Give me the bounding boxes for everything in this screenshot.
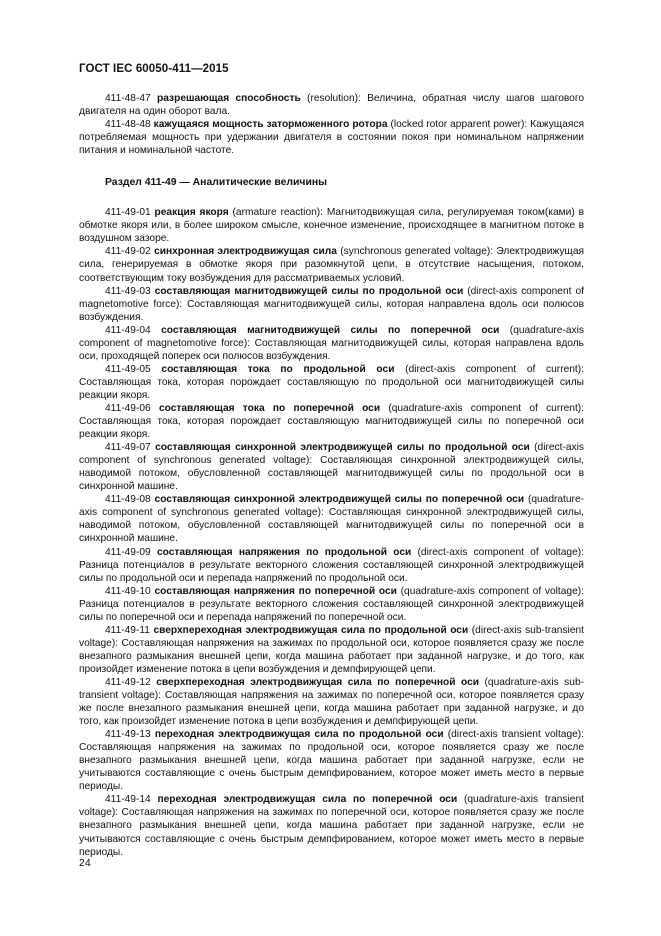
term-definition: (direct-axis component of current): Составляющая тока, которая порождает составляющую по продольной оси магнитодвижущей силы реакции якоря. xyxy=(79,363,584,401)
section-heading: Раздел 411-49 — Аналитические величины xyxy=(105,177,327,189)
term-entry xyxy=(79,493,584,545)
term-number: 411-49-09 xyxy=(105,546,151,558)
term-name: реакция якоря xyxy=(154,207,229,219)
term-number: 411-49-13 xyxy=(105,729,151,741)
term-number: 411-49-14 xyxy=(105,794,151,806)
term-entry xyxy=(79,728,584,793)
term-number: 411-49-08 xyxy=(105,494,151,506)
term-name: синхронная электродвижущая сила xyxy=(154,246,337,258)
term-definition: (armature reaction): Магнитодвижущая сила, регулируемая током(ками) в обмотке якоря или, в более широком смысле, конечное изменение, происходящее в магнитном потоке в воздушном зазоре. xyxy=(79,207,584,245)
term-definition: (direct-axis component of voltage): Разница потенциалов в результате векторного сложения составляющей синхронной электродвижущей силы по продольной оси и перепада напряжений по продольной оси. xyxy=(79,546,584,584)
term-number: 411-49-02 xyxy=(105,246,151,258)
term-entry xyxy=(79,363,584,402)
term-number: 411-48-47 xyxy=(105,93,151,104)
term-definition: (direct-axis component of magnetomotive force): Составляющая магнитодвижущей силы, которая направлена вдоль оси полюсов возбуждения. xyxy=(79,285,584,323)
term-number: 411-49-05 xyxy=(105,363,151,375)
term-definition: (direct-axis sub-transient voltage): Составляющая напряжения на зажимах по продольной оси, которое появляется сразу же после внезапного размыкания внешней цепи, когда машина работает при заданной нагрузке, и до того, как произойдет изменение потока в цепи возбуждения и демпфирующей цепи. xyxy=(79,624,584,675)
document-body xyxy=(79,92,584,859)
term-entry xyxy=(79,402,584,441)
term-definition: (direct-axis transient voltage): Составляющая напряжения на зажимах по продольной оси, которое появляется сразу же после внезапного размыкания внешней цепи, когда машина работает при заданной нагрузке, если не учитываются составляющие с очень быстрым демпфированием, которое может иметь место в первые периоды. xyxy=(79,729,584,793)
term-definition: (quadrature-axis sub-transient voltage): Составляющая напряжения на зажимах по поперечной оси, которое появляется сразу же после внезапного размыкания внешней цепи, когда машина работает при заданной нагрузке, и до того, как произойдет изменение потока в цепи возбуждения и демпфирующей цепи. xyxy=(79,676,585,728)
term-definition: (locked rotor apparent power): Кажущаяся потребляемая мощность при удержании двигателя в состоянии покоя при номинальном напряжении питания и номинальной частоте. xyxy=(79,119,584,157)
term-name: составляющая синхронной электродвижущей силы по поперечной оси xyxy=(154,494,525,506)
term-definition: (synchronous generated voltage): Электродвижущая сила, генерируемая в обмотке якоря при разомкнутой цепи, в отсутствие насыщения, потоком, соответствующим току возбуждения для рассматриваемых условий. xyxy=(79,246,584,284)
term-name: сверхпереходная электродвижущая сила по поперечной оси xyxy=(156,676,480,688)
entries-list-top xyxy=(79,92,584,157)
term-name: составляющая магнитодвижущей силы по продольной оси xyxy=(154,285,464,297)
page-number: 24 xyxy=(79,857,91,869)
term-number: 411-49-01 xyxy=(105,207,151,219)
term-name: составляющая синхронной электродвижущей силы по продольной оси xyxy=(155,442,530,454)
term-entry xyxy=(79,441,584,493)
term-entry xyxy=(79,324,584,363)
term-number: 411-49-06 xyxy=(105,402,151,414)
term-definition: (quadrature-axis component of synchronous generated voltage): Составляющая синхронной электродвижущей силы, наводимой потоком, обусловленной составляющей магнитодвижущей силы по поперечной оси в синхронной машине. xyxy=(79,494,584,545)
term-entry xyxy=(79,676,584,728)
term-entry xyxy=(79,546,584,585)
term-number: 411-49-04 xyxy=(105,324,151,336)
term-definition: (quadrature-axis component of magnetomotive force): Составляющая магнитодвижущей силы, которая направлена вдоль оси, проходящей поперек оси полюсов возбуждения. xyxy=(79,324,584,362)
term-name: переходная электродвижущая сила по продольной оси xyxy=(154,729,444,741)
term-name: составляющая напряжения по поперечной оси xyxy=(154,585,397,597)
term-entry xyxy=(79,92,584,118)
term-definition: (quadrature-axis transient voltage): Составляющая напряжения на зажимах по поперечной оси, которое появляется сразу же после внезапного размыкания внешней цепи, когда машина работает при заданной нагрузке, если не учитываются составляющие с очень быстрым демпфированием, которое может иметь место в первые периоды. xyxy=(79,794,584,858)
term-name: составляющая тока по поперечной оси xyxy=(158,402,381,414)
term-number: 411-49-11 xyxy=(105,624,150,636)
term-name: разрешающая способность xyxy=(157,93,301,104)
term-entry xyxy=(79,624,584,676)
term-definition: (quadrature-axis component of voltage): Разница потенциалов в результате векторного сложения составляющей синхронной электродвижущей силы по поперечной оси и перепада напряжений по поперечной оси. xyxy=(79,585,584,623)
term-name: составляющая тока по продольной оси xyxy=(161,363,395,375)
term-number: 411-49-07 xyxy=(105,442,151,454)
term-definition: (quadrature-axis component of current): Составляющая тока, которая порождает составляющую магнитодвижущей силы по поперечной оси реакции якоря. xyxy=(79,402,584,441)
term-name: кажущаяся мощность заторможенного ротора xyxy=(153,119,388,131)
term-definition: (direct-axis component of synchronous generated voltage): Составляющая синхронной электродвижущей силы, наводимой потоком, обусловленной составляющей магнитодвижущей силы по продольной оси в синхронной машине. xyxy=(79,442,584,493)
page-header: ГОСТ IEC 60050-411—2015 xyxy=(79,63,229,75)
term-entry xyxy=(79,245,584,284)
term-entry xyxy=(79,118,584,157)
term-entry xyxy=(79,793,584,858)
term-entry xyxy=(79,285,584,324)
term-name: составляющая напряжения по продольной оси xyxy=(156,546,412,558)
term-number: 411-49-03 xyxy=(105,285,151,297)
term-name: составляющая магнитодвижущей силы по поперечной оси xyxy=(161,324,500,336)
term-number: 411-48-48 xyxy=(105,119,151,131)
term-number: 411-49-10 xyxy=(105,585,151,597)
term-definition: (resolution): Величина, обратная числу шагов шагового двигателя на один оборот вала. xyxy=(79,93,584,118)
term-name: переходная электродвижущая сила по поперечной оси xyxy=(157,794,458,806)
term-name: сверхпереходная электродвижущая сила по продольной оси xyxy=(153,624,469,636)
entries-list-main xyxy=(79,206,584,858)
term-number: 411-49-12 xyxy=(105,676,151,688)
term-entry xyxy=(79,206,584,245)
term-entry xyxy=(79,585,584,624)
